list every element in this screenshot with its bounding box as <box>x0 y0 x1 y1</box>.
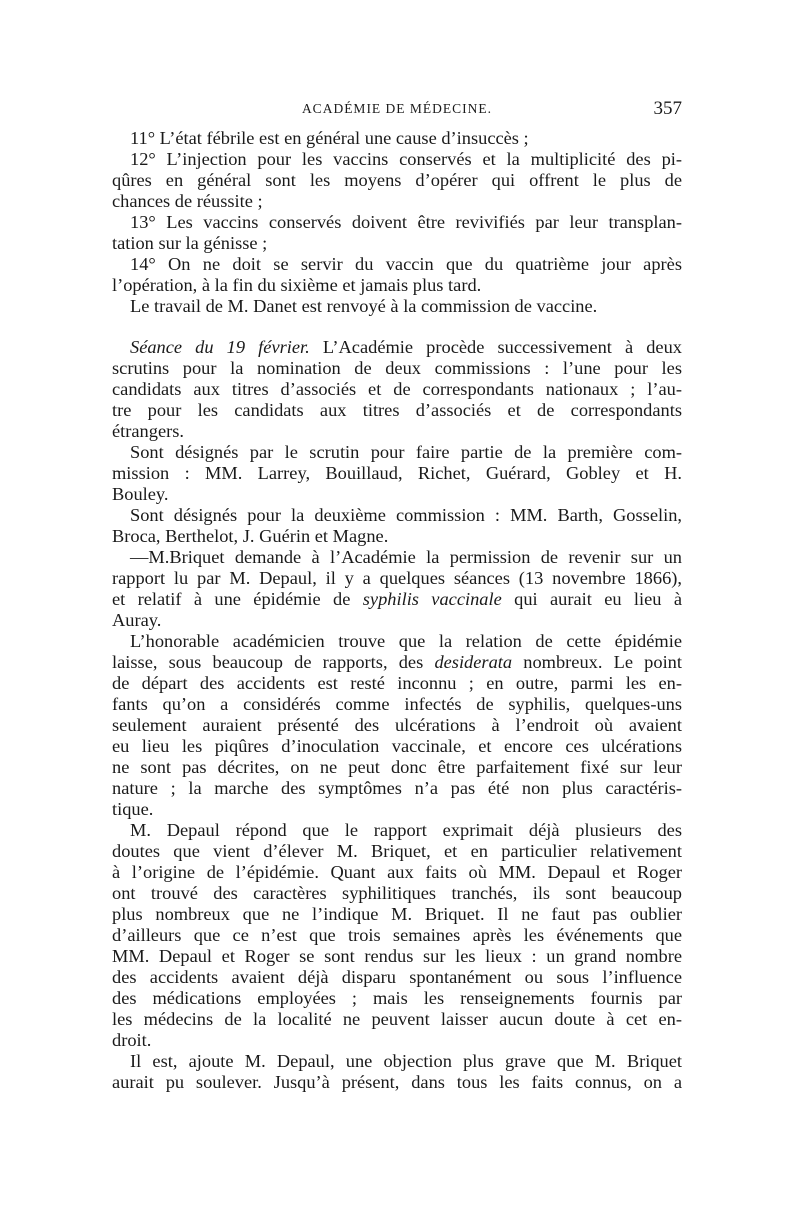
text-line: 14° On ne doit se servir du vaccin que du quatrième jour après <box>130 254 682 274</box>
text-line: Sont désignés par le scrutin pour faire partie de la première com- <box>130 442 682 462</box>
text-line: qûres en général sont les moyens d’opérer qui offrent le plus de <box>112 170 682 190</box>
text-line: 12° L’injection pour les vaccins conservés et la multiplicité des pi- <box>130 149 682 169</box>
text-span: L’Académie procède successivement à deux <box>322 337 682 357</box>
italic-term: syphilis vaccinale <box>362 589 502 609</box>
text-line: eu lieu les piqûres d’inoculation vaccinale, et encore ces ulcérations <box>112 736 682 756</box>
text-line <box>112 337 682 358</box>
text-line: plus nombreux que ne l’indique M. Briquet. Il ne faut pas oublier <box>112 904 682 924</box>
text-line: M. Depaul répond que le rapport exprimait déjà plusieurs des <box>130 820 682 840</box>
text-line: chances de réussite ; <box>112 191 263 211</box>
text-span: nombreux. Le point <box>523 652 682 672</box>
text-line: des accidents avaient déjà disparu spontanément ou sous l’influence <box>112 967 682 987</box>
text-line: d’ailleurs que ce n’est que trois semaines après les événements que <box>112 925 682 945</box>
text-line: 11° L’état fébrile est en général une cause d’insuccès ; <box>130 128 529 148</box>
paragraph-gap <box>112 317 682 337</box>
text-line: rapport lu par M. Depaul, il y a quelques séances (13 novembre 1866), <box>112 568 682 588</box>
session-date: Séance du 19 février. <box>130 337 310 357</box>
text-line: de départ des accidents est resté inconnu ; en outre, parmi les en- <box>112 673 682 693</box>
text-line: Broca, Berthelot, J. Guérin et Magne. <box>112 526 389 546</box>
text-line: des médications employées ; mais les renseignements fournis par <box>112 988 682 1008</box>
text-line: Il est, ajoute M. Depaul, une objection plus grave que M. Briquet <box>130 1051 682 1071</box>
text-line <box>112 652 682 673</box>
text-line: l’opération, à la fin du sixième et jamais plus tard. <box>112 275 482 295</box>
italic-term: desiderata <box>434 652 513 672</box>
text-line: nature ; la marche des symptômes n’a pas été non plus caractéris- <box>112 778 682 798</box>
page-header <box>112 98 682 123</box>
text-line: tre pour les candidats aux titres d’associés et de correspondants <box>112 400 682 420</box>
text-line: tique. <box>112 799 154 819</box>
text-line: —M.Briquet demande à l’Académie la permission de revenir sur un <box>130 547 682 567</box>
text-line: aurait pu soulever. Jusqu’à présent, dans tous les faits connus, on a <box>112 1072 682 1092</box>
text-line: Le travail de M. Danet est renvoyé à la commission de vaccine. <box>130 296 598 316</box>
text-span: et relatif à une épidémie de <box>112 589 351 609</box>
page-body <box>112 128 682 1093</box>
text-line: MM. Depaul et Roger se sont rendus sur les lieux : un grand nombre <box>112 946 682 966</box>
running-head: ACADÉMIE DE MÉDECINE. <box>301 101 493 116</box>
text-line: Sont désignés pour la deuxième commission : MM. Barth, Gosselin, <box>130 505 682 525</box>
text-line: ont trouvé des caractères syphilitiques tranchés, ils sont beaucoup <box>112 883 682 903</box>
text-span: qui aurait eu lieu à <box>514 589 683 609</box>
text-line: candidats aux titres d’associés et de correspondants nationaux ; l’au- <box>112 379 682 399</box>
text-line: tation sur la génisse ; <box>112 233 268 253</box>
text-line: droit. <box>112 1030 152 1050</box>
text-line: seulement auraient présenté des ulcérations à l’endroit où avaient <box>112 715 682 735</box>
text-line: à l’origine de l’épidémie. Quant aux faits où MM. Depaul et Roger <box>112 862 682 882</box>
text-line: étrangers. <box>112 421 184 441</box>
text-line <box>112 589 682 610</box>
page-number: 357 <box>653 98 682 119</box>
text-line: Bouley. <box>112 484 169 504</box>
text-line: 13° Les vaccins conservés doivent être revivifiés par leur transplan- <box>130 212 682 232</box>
text-line: Auray. <box>112 610 162 630</box>
text-line: L’honorable académicien trouve que la relation de cette épidémie <box>130 631 682 651</box>
text-line: les médecins de la localité ne peuvent laisser aucun doute à cet en- <box>112 1009 682 1029</box>
text-line: doutes que vient d’élever M. Briquet, et en particulier relativement <box>112 841 682 861</box>
text-line: scrutins pour la nomination de deux commissions : l’une pour les <box>112 358 682 378</box>
text-line: ne sont pas décrites, on ne peut donc être parfaitement fixé sur leur <box>112 757 682 777</box>
text-line: fants qu’on a considérés comme infectés de syphilis, quelques-uns <box>112 694 682 714</box>
text-line: mission : MM. Larrey, Bouillaud, Richet, Guérard, Gobley et H. <box>112 463 682 483</box>
text-span: laisse, sous beaucoup de rapports, des <box>112 652 424 672</box>
